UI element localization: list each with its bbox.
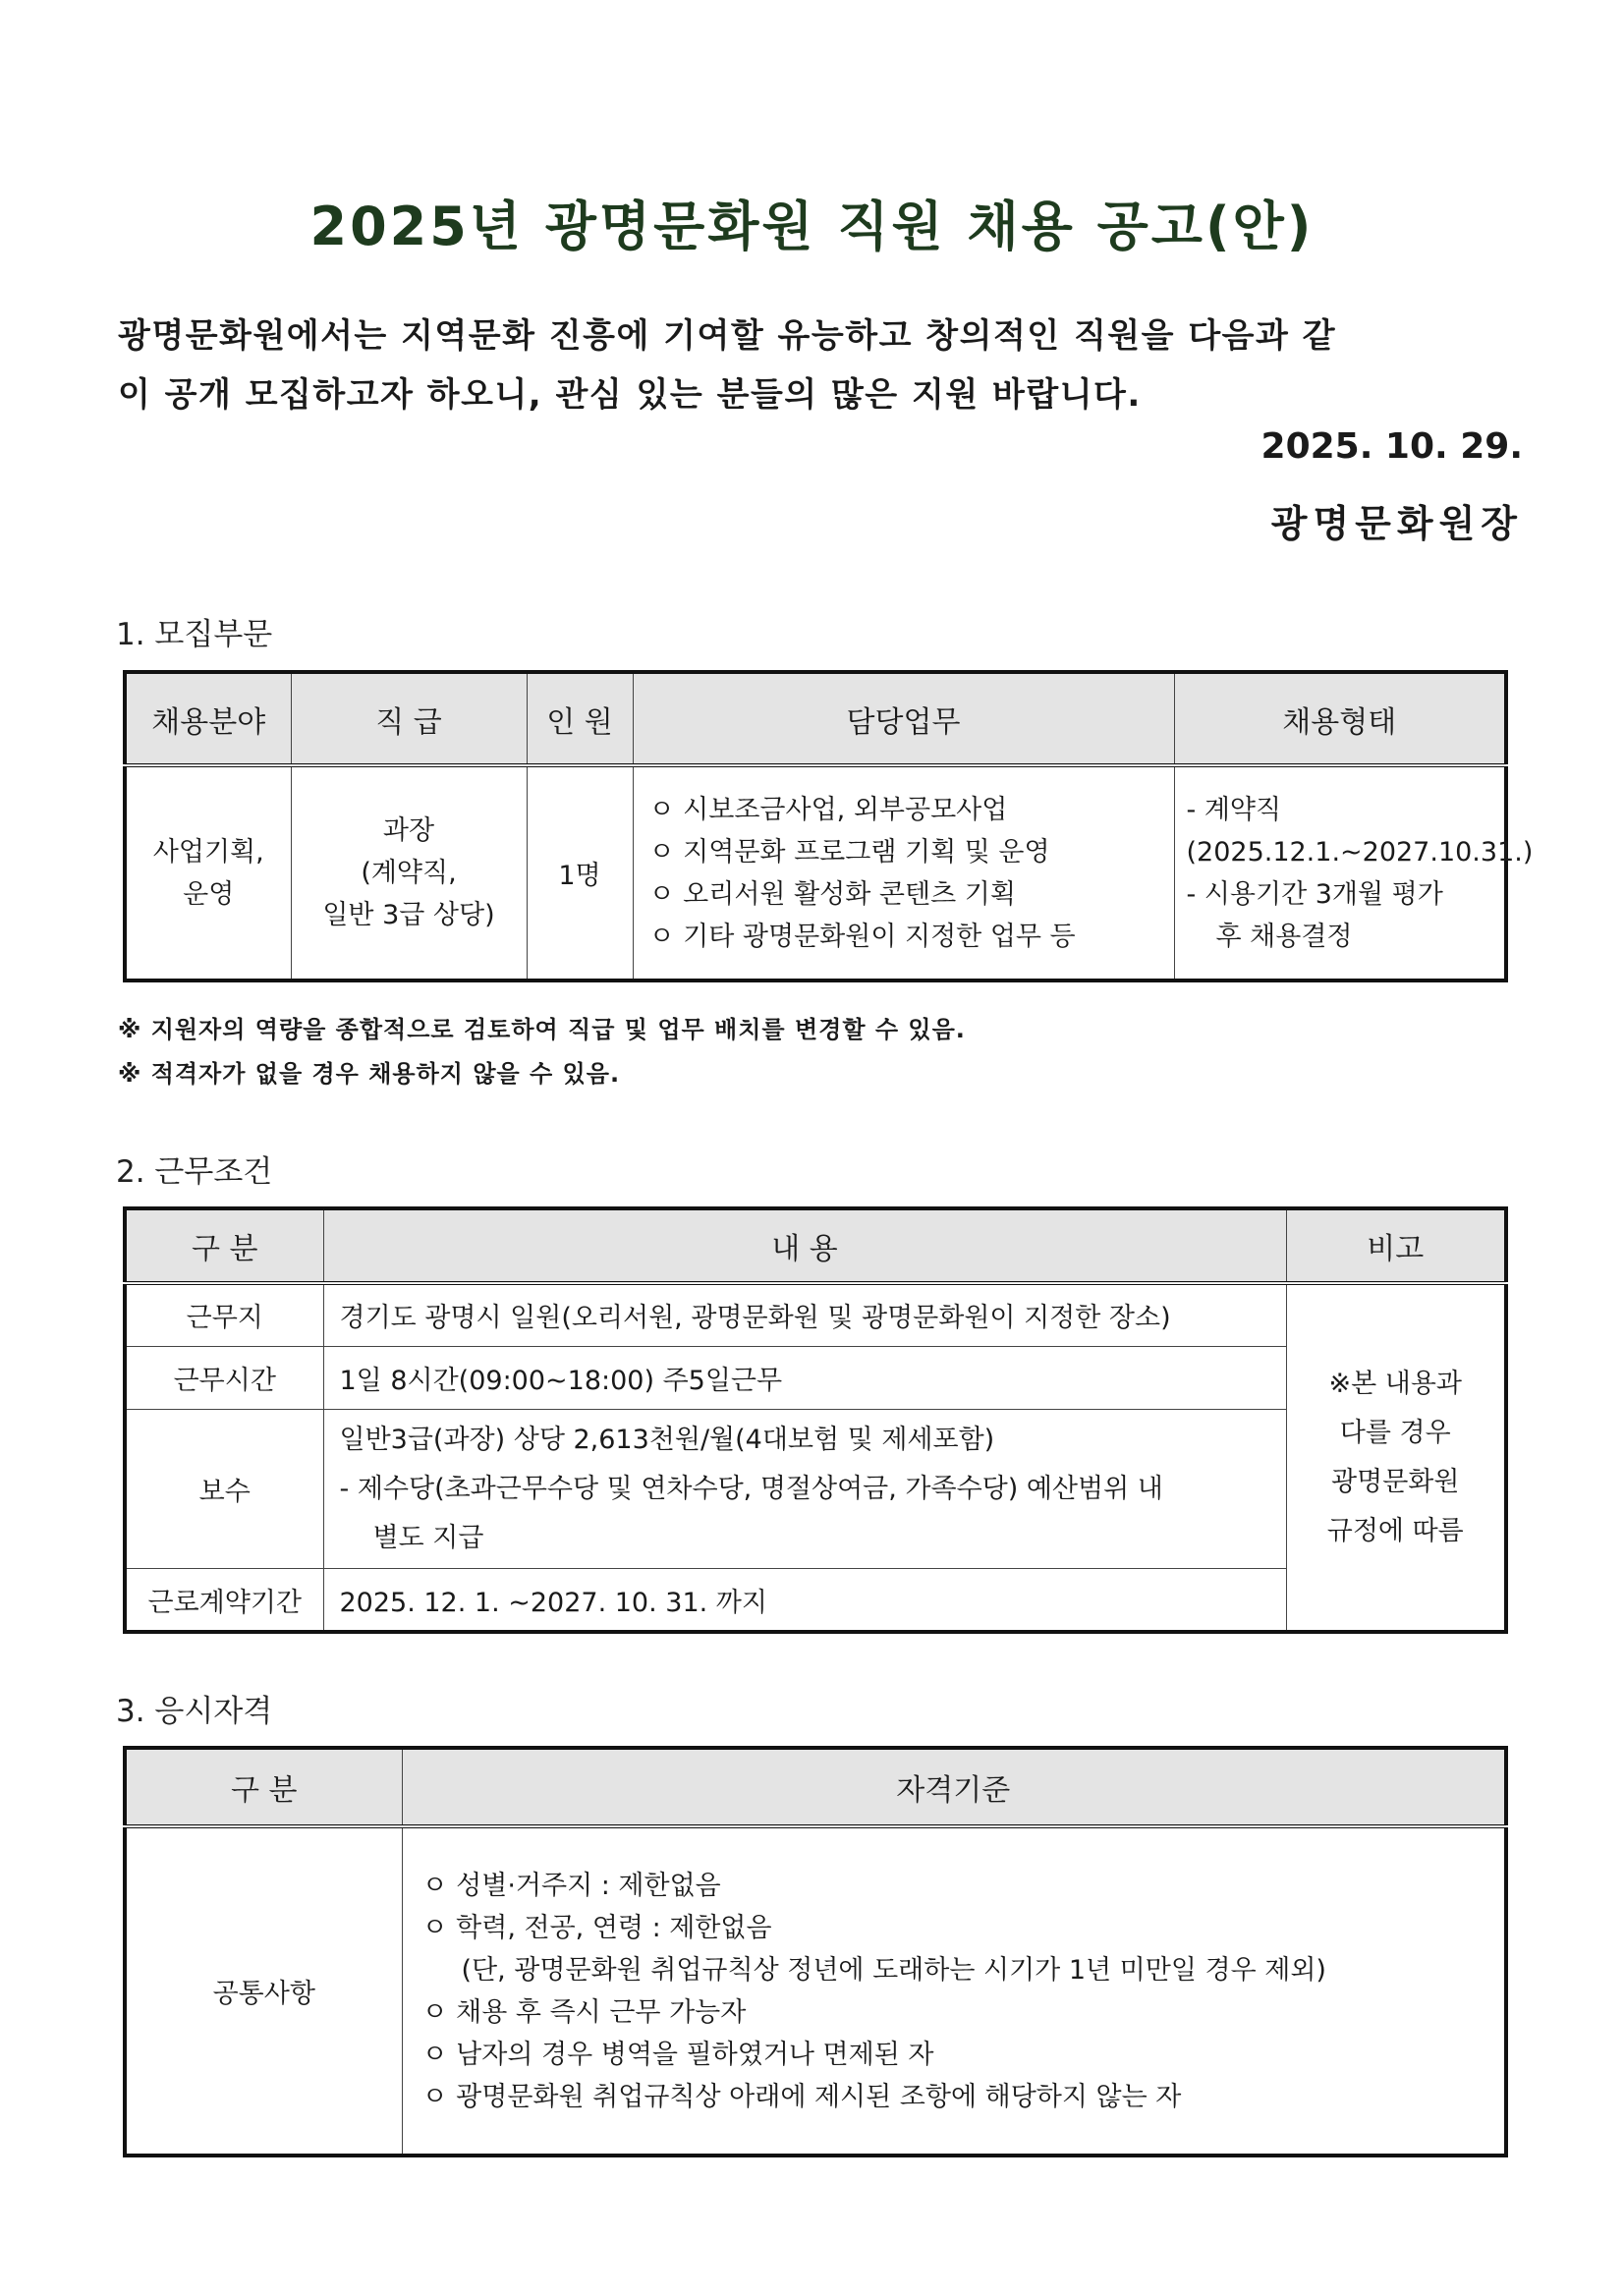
qualification-label: 공통사항 (125, 1826, 402, 2156)
note-line: ※ 적격자가 없을 경우 채용하지 않을 수 있음. (118, 1060, 621, 1088)
rank-line: 일반 3급 상당) (322, 900, 495, 930)
remark-cell (1286, 1283, 1506, 1632)
table-header-row (125, 672, 1506, 765)
section-heading-qualifications: 3. 응시자격 (116, 1694, 273, 1729)
remark-line: 다를 경우 (1339, 1417, 1451, 1448)
table-row (125, 1826, 1506, 2156)
qualification-item: ㅇ 남자의 경우 병역을 필하였거나 면제된 자 (421, 2039, 934, 2070)
recruitment-table (123, 670, 1534, 982)
rank-cell (291, 765, 527, 980)
rank-line: (계약직, (361, 858, 457, 888)
count-cell: 1명 (527, 765, 633, 980)
intro-line-1: 광명문화원에서는 지역문화 진흥에 기여할 유능하고 창의적인 직원을 다음과 같 (118, 316, 1337, 356)
duty-item: ㅇ 기타 광명문화원이 지정한 업무 등 (648, 921, 1076, 952)
notice-date: 2025. 10. 29. (1260, 426, 1523, 467)
qualification-item: ㅇ 채용 후 즉시 근무 가능자 (421, 1996, 747, 2028)
qualification-item: ㅇ 학력, 전공, 연령 : 제한없음 (421, 1912, 772, 1943)
conditions-table (123, 1206, 1508, 1634)
section-heading-conditions: 2. 근무조건 (116, 1154, 273, 1190)
table-row (125, 765, 1506, 980)
employment-type-cell (1174, 765, 1534, 980)
qualification-items (402, 1826, 1506, 2156)
table-header-row (125, 1748, 1506, 1826)
duty-item: ㅇ 시보조금사업, 외부공모사업 (648, 794, 1008, 825)
header-cell: 채용분야 (125, 672, 291, 765)
header-cell: 직 급 (291, 672, 527, 765)
field-cell (125, 765, 291, 980)
header-cell: 인 원 (527, 672, 633, 765)
qualifications-table (123, 1746, 1508, 2157)
table-header-row (125, 1208, 1506, 1283)
section-heading-recruitment: 1. 모집부문 (116, 617, 273, 652)
qualification-item: (단, 광명문화원 취업규칙상 정년에 도래하는 시기가 1년 미만일 경우 제외) (461, 1954, 1326, 1986)
header-cell: 채용형태 (1174, 672, 1506, 765)
header-cell: 내 용 (323, 1208, 1286, 1283)
field-line: 운영 (183, 878, 235, 910)
condition-label: 근로계약기간 (125, 1569, 323, 1632)
remark-line: 규정에 따름 (1326, 1515, 1464, 1546)
note-line: ※ 지원자의 역량을 종합적으로 검토하여 직급 및 업무 배치를 변경할 수 있음. (118, 1016, 966, 1043)
header-cell: 구 분 (125, 1208, 323, 1283)
condition-label: 근무시간 (125, 1346, 323, 1409)
intro-line-2: 이 공개 모집하고자 하오니, 관심 있는 분들의 많은 지원 바랍니다. (118, 375, 1142, 415)
page-title: 2025년 광명문화원 직원 채용 공고(안) (309, 196, 1315, 257)
duties-cell (633, 765, 1174, 980)
table-row (125, 1283, 1506, 1346)
condition-label: 보수 (125, 1409, 323, 1569)
qualification-item: ㅇ 광명문화원 취업규칙상 아래에 제시된 조항에 해당하지 않는 자 (421, 2081, 1182, 2112)
intro-paragraph (118, 307, 1523, 424)
rank-line: 과장 (382, 815, 435, 846)
salary-line: 별도 지급 (372, 1522, 484, 1553)
condition-label: 근무지 (125, 1283, 323, 1346)
header-cell: 담당업무 (633, 672, 1174, 765)
header-cell: 비고 (1286, 1208, 1506, 1283)
condition-content: 1일 8시간(09:00~18:00) 주5일근무 (323, 1346, 1286, 1409)
condition-content (323, 1409, 1286, 1569)
salary-line: - 제수당(초과근무수당 및 연차수당, 명절상여금, 가족수당) 예산범위 내 (339, 1473, 1163, 1504)
condition-content: 경기도 광명시 일원(오리서원, 광명문화원 및 광명문화원이 지정한 장소) (323, 1283, 1286, 1346)
duty-item: ㅇ 지역문화 프로그램 기획 및 운영 (648, 836, 1050, 868)
remark-line: ※본 내용과 (1328, 1368, 1463, 1399)
header-cell: 구 분 (125, 1748, 402, 1826)
salary-line: 일반3급(과장) 상당 2,613천원/월(4대보험 및 제세포함) (339, 1424, 995, 1455)
field-line: 사업기획, (152, 836, 264, 868)
type-line: - 계약직 (1186, 794, 1282, 825)
qualification-item: ㅇ 성별·거주지 : 제한없음 (421, 1870, 721, 1901)
type-line: 후 채용결정 (1215, 921, 1353, 952)
type-line: - 시용기간 3개월 평가 (1186, 878, 1443, 910)
condition-content: 2025. 12. 1. ~2027. 10. 31. 까지 (323, 1569, 1286, 1632)
header-cell: 자격기준 (402, 1748, 1506, 1826)
signer: 광명문화원장 (1270, 502, 1523, 545)
duty-item: ㅇ 오리서원 활성화 콘텐츠 기획 (648, 878, 1016, 910)
type-line: (2025.12.1.~2027.10.31.) (1186, 836, 1534, 868)
remark-line: 광명문화원 (1331, 1466, 1460, 1497)
